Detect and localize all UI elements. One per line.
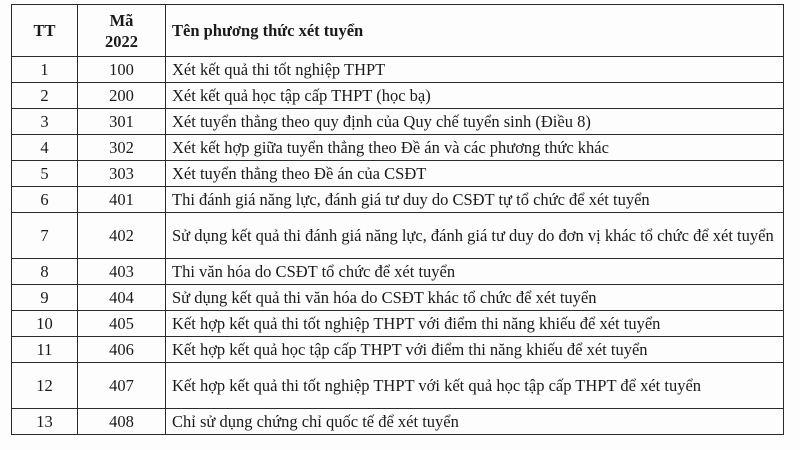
row-code: 405	[78, 311, 166, 337]
row-method-name: Sử dụng kết quả thi văn hóa do CSĐT khác tổ chức để xét tuyển	[166, 285, 784, 311]
row-code: 100	[78, 57, 166, 83]
table-row	[12, 57, 784, 83]
table-row	[12, 409, 784, 435]
table-row	[12, 161, 784, 187]
row-code: 404	[78, 285, 166, 311]
row-method-name: Sử dụng kết quả thi đánh giá năng lực, đánh giá tư duy do đơn vị khác tổ chức để xét tuyển	[166, 213, 784, 259]
row-method-name: Kết hợp kết quả thi tốt nghiệp THPT với kết quả học tập cấp THPT để xét tuyển	[166, 363, 784, 409]
table-row	[12, 363, 784, 409]
table-row	[12, 109, 784, 135]
header-ma	[78, 5, 166, 57]
row-method-name: Chỉ sử dụng chứng chỉ quốc tế để xét tuyển	[166, 409, 784, 435]
table-header-row	[12, 5, 784, 57]
row-tt: 13	[12, 409, 78, 435]
table-row	[12, 311, 784, 337]
header-ma-line2: 2022	[105, 31, 138, 51]
table-row	[12, 285, 784, 311]
row-code: 402	[78, 213, 166, 259]
header-ma-line1: Mã	[109, 10, 134, 30]
table-row	[12, 83, 784, 109]
admission-methods-table	[11, 4, 784, 435]
row-code: 200	[78, 83, 166, 109]
row-method-name: Kết hợp kết quả thi tốt nghiệp THPT với điểm thi năng khiếu để xét tuyển	[166, 311, 784, 337]
row-tt: 9	[12, 285, 78, 311]
row-tt: 1	[12, 57, 78, 83]
table-row	[12, 135, 784, 161]
row-code: 403	[78, 259, 166, 285]
row-tt: 7	[12, 213, 78, 259]
table-row	[12, 337, 784, 363]
row-code: 407	[78, 363, 166, 409]
row-tt: 5	[12, 161, 78, 187]
row-code: 401	[78, 187, 166, 213]
row-code: 302	[78, 135, 166, 161]
table-row	[12, 259, 784, 285]
row-tt: 8	[12, 259, 78, 285]
row-code: 406	[78, 337, 166, 363]
row-method-name: Xét kết quả học tập cấp THPT (học bạ)	[166, 83, 784, 109]
row-method-name: Thi văn hóa do CSĐT tổ chức để xét tuyển	[166, 259, 784, 285]
row-tt: 10	[12, 311, 78, 337]
row-tt: 12	[12, 363, 78, 409]
row-tt: 11	[12, 337, 78, 363]
row-method-name: Xét kết hợp giữa tuyển thẳng theo Đề án và các phương thức khác	[166, 135, 784, 161]
header-tt: TT	[12, 5, 78, 57]
row-code: 408	[78, 409, 166, 435]
row-code: 303	[78, 161, 166, 187]
row-tt: 4	[12, 135, 78, 161]
header-method-name: Tên phương thức xét tuyển	[166, 5, 784, 57]
row-method-name: Xét kết quả thi tốt nghiệp THPT	[166, 57, 784, 83]
row-method-name: Thi đánh giá năng lực, đánh giá tư duy do CSĐT tự tổ chức để xét tuyển	[166, 187, 784, 213]
row-code: 301	[78, 109, 166, 135]
table-row	[12, 213, 784, 259]
row-method-name: Xét tuyển thẳng theo quy định của Quy chế tuyển sinh (Điều 8)	[166, 109, 784, 135]
row-method-name: Xét tuyển thẳng theo Đề án của CSĐT	[166, 161, 784, 187]
row-tt: 3	[12, 109, 78, 135]
row-method-name: Kết hợp kết quả học tập cấp THPT với điểm thi năng khiếu để xét tuyển	[166, 337, 784, 363]
row-tt: 6	[12, 187, 78, 213]
row-tt: 2	[12, 83, 78, 109]
table-row	[12, 187, 784, 213]
